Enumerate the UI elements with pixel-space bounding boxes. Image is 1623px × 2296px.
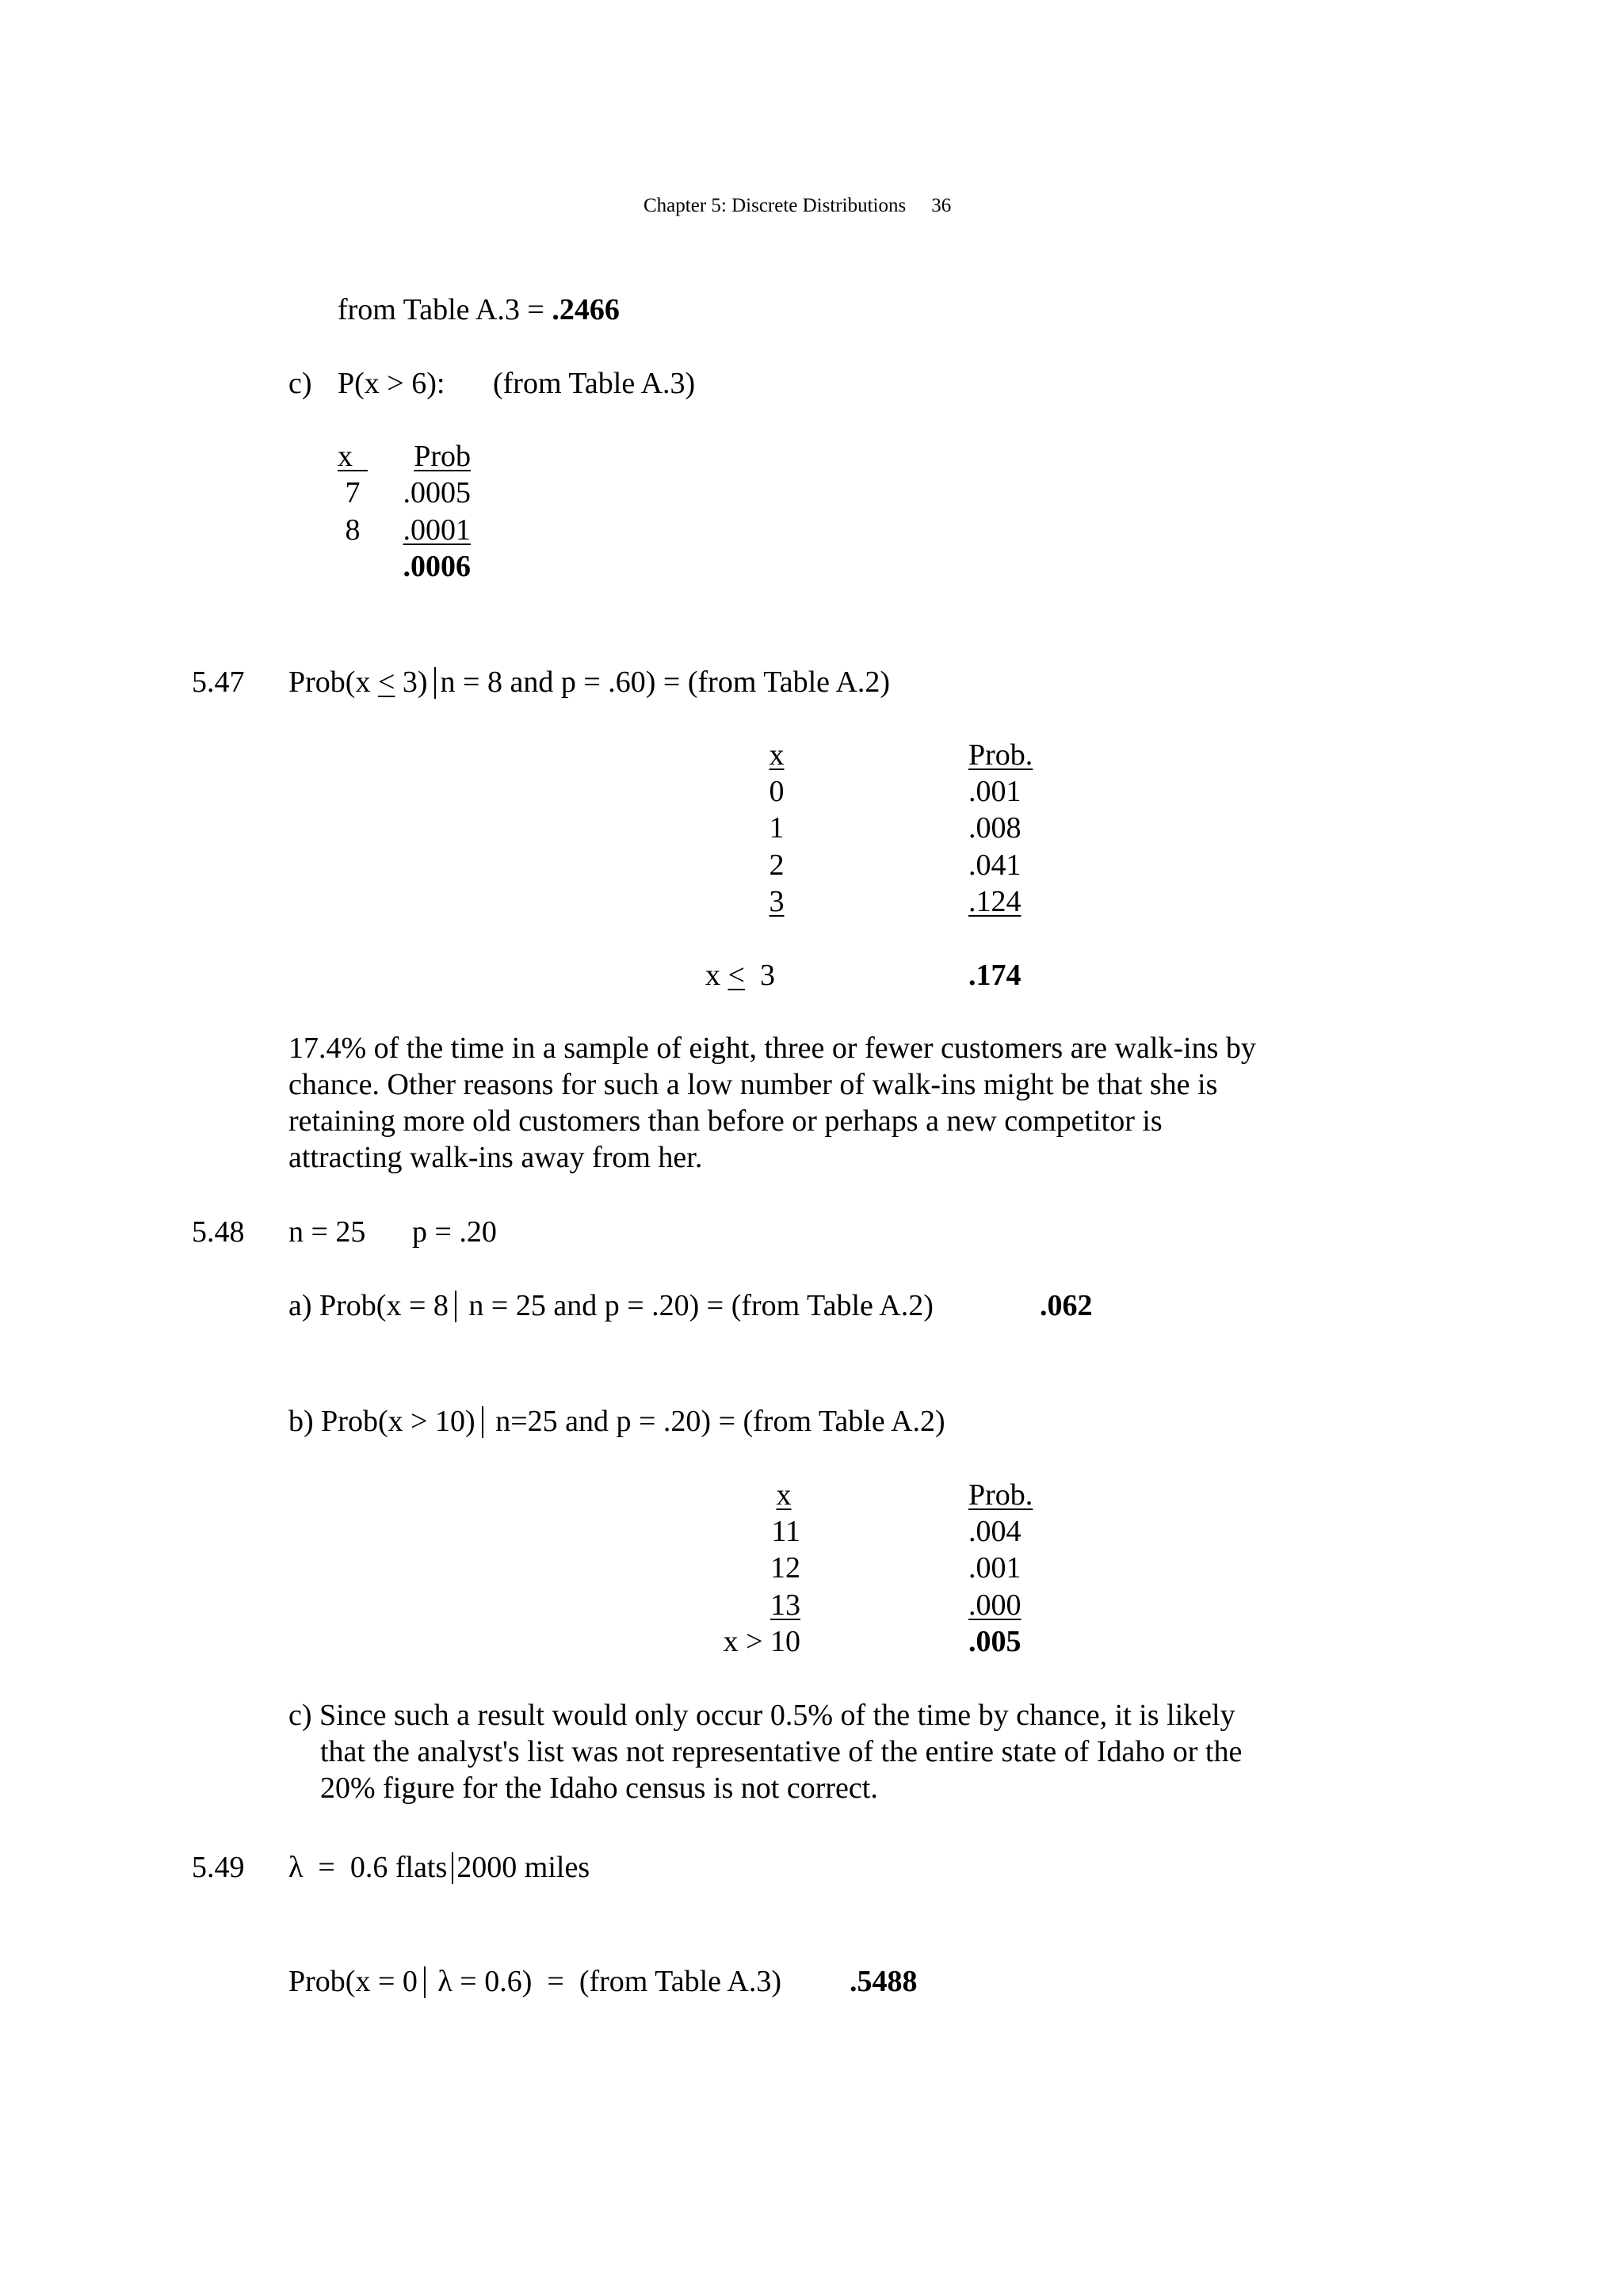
table-548-total-label: x > 10 bbox=[723, 1625, 800, 1658]
part-a-statement: a) Prob(x = 8 n = 25 and p = .20) = (from Table A.2) bbox=[288, 1289, 934, 1322]
table-row: 0 bbox=[769, 775, 785, 808]
part-c-explanation: c) Since such a result would only occur 0.5% of the time by chance, it is likely that the analyst's list was not representative of the entire state of Idaho or the 20% figure for the Idaho census is not correct. bbox=[288, 1699, 1243, 1805]
problem-5-49-lambda: λ = 0.6 flats 2000 miles bbox=[288, 1851, 590, 1884]
problem-number-5-48: 5.48 bbox=[192, 1215, 245, 1249]
table-row: 13 bbox=[770, 1589, 800, 1622]
problem-5-48-n: n = 25 bbox=[288, 1215, 366, 1249]
paragraph-5-47: 17.4% of the time in a sample of eight, three or fewer customers are walk-ins by chance. Other reasons for such a low number of walk-ins might be that she is retaining more old customers than before or perhaps a new competitor is attracting walk-ins away from her. bbox=[288, 1032, 1256, 1174]
part-c-label: c) bbox=[288, 367, 312, 400]
page-header bbox=[643, 194, 951, 218]
table-548-header-x: x bbox=[776, 1478, 792, 1512]
table-row-prob: .0005 bbox=[403, 476, 471, 509]
table-row-prob: .000 bbox=[968, 1589, 1022, 1622]
table-547-total-label: x < 3 bbox=[705, 959, 775, 992]
table-row-prob: .001 bbox=[968, 775, 1022, 808]
given-bar bbox=[434, 667, 436, 699]
table-547-header-prob: Prob. bbox=[968, 738, 1033, 772]
given-bar bbox=[452, 1852, 453, 1884]
chapter-title: Chapter 5: Discrete Distributions bbox=[643, 195, 907, 216]
table-row: 1 bbox=[769, 811, 785, 845]
given-bar bbox=[455, 1291, 456, 1322]
problem-5-48-p: p = .20 bbox=[412, 1215, 497, 1249]
table-row: 8 bbox=[345, 513, 361, 547]
problem-5-49-prob: Prob(x = 0 λ = 0.6) = (from Table A.3) bbox=[288, 1965, 781, 1998]
table-547-total: .174 bbox=[968, 959, 1022, 992]
given-bar bbox=[424, 1966, 426, 1998]
continuation-line: from Table A.3 = .2466 bbox=[338, 293, 620, 326]
table-row: 7 bbox=[345, 476, 361, 509]
table-row: 3 bbox=[769, 885, 785, 918]
table-row-prob: .001 bbox=[968, 1551, 1022, 1585]
table-row: 12 bbox=[770, 1551, 800, 1585]
table-c-total: .0006 bbox=[403, 550, 471, 583]
table-row-prob: .0001 bbox=[403, 513, 471, 547]
problem-5-47-statement: Prob(x < 3) n = 8 and p = .60) = (from Table A.2) bbox=[288, 666, 891, 699]
table-c-header-prob: Prob bbox=[414, 440, 471, 473]
table-c-header-x: x bbox=[338, 440, 353, 473]
problem-5-49-value: .5488 bbox=[850, 1965, 918, 1998]
part-c-expression: P(x > 6): bbox=[338, 367, 445, 400]
continuation-value: .2466 bbox=[552, 293, 620, 326]
problem-number-5-49: 5.49 bbox=[192, 1851, 245, 1884]
problem-number-5-47: 5.47 bbox=[192, 666, 245, 699]
part-b-statement: b) Prob(x > 10) n=25 and p = .20) = (from Table A.2) bbox=[288, 1405, 945, 1438]
part-a-value: .062 bbox=[1040, 1289, 1093, 1322]
table-row: 2 bbox=[769, 849, 785, 882]
part-c-source: (from Table A.3) bbox=[493, 367, 696, 400]
page-number: 36 bbox=[931, 195, 952, 216]
table-row: 11 bbox=[771, 1515, 800, 1548]
table-row-prob: .008 bbox=[968, 811, 1022, 845]
table-row-prob: .004 bbox=[968, 1515, 1022, 1548]
table-548-header-prob: Prob. bbox=[968, 1478, 1033, 1512]
table-row-prob: .124 bbox=[968, 885, 1022, 918]
table-547-header-x: x bbox=[769, 738, 785, 772]
table-548-total: .005 bbox=[968, 1625, 1022, 1658]
given-bar bbox=[482, 1406, 483, 1438]
table-row-prob: .041 bbox=[968, 849, 1022, 882]
